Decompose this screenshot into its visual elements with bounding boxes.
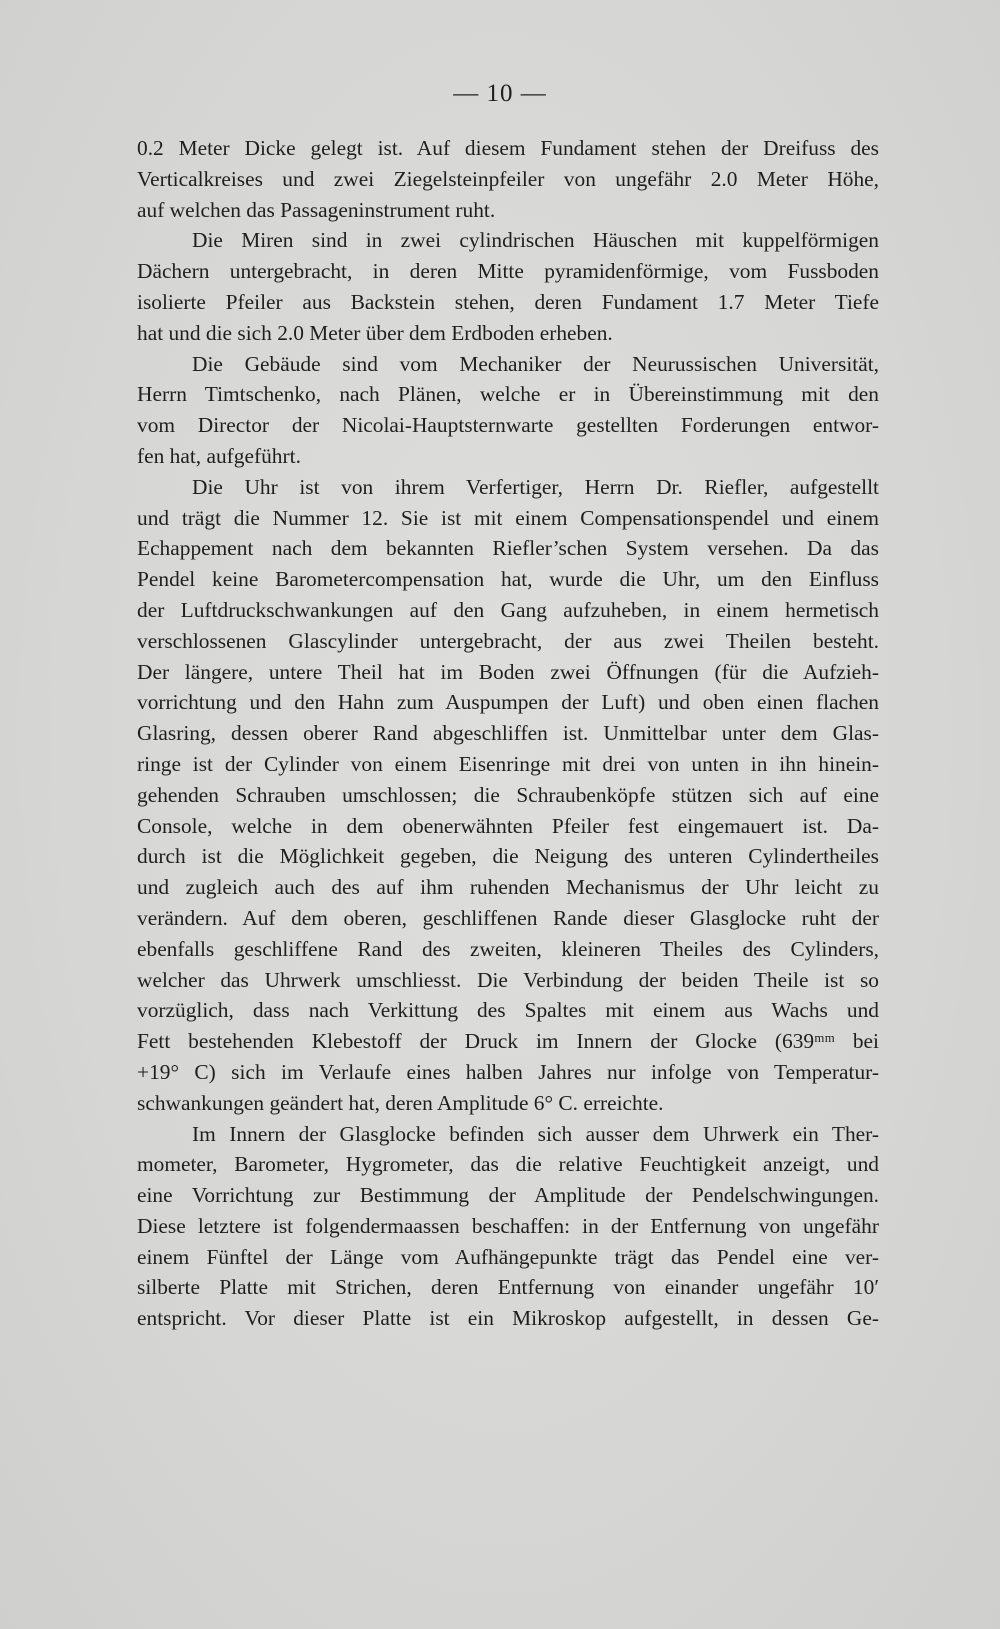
text-line: Diese letztere ist folgendermaassen beschaffen: in der Entfernung von ungefähr bbox=[137, 1213, 879, 1238]
text-line: Die Uhr ist von ihrem Verfertiger, Herrn Dr. Riefler, aufgestellt bbox=[192, 474, 879, 499]
paragraph bbox=[137, 472, 879, 1119]
text-line: welcher das Uhrwerk umschliesst. Die Verbindung der beiden Theile ist so bbox=[137, 967, 879, 992]
paragraph bbox=[137, 349, 879, 472]
text-line: Pendel keine Barometercompensation hat, wurde die Uhr, um den Einfluss bbox=[137, 567, 879, 592]
text-line: vom Director der Nicolai-Hauptsternwarte gestellten Forderungen entwor- bbox=[137, 413, 879, 438]
text-line: durch ist die Möglichkeit gegeben, die Neigung des unteren Cylindertheiles bbox=[137, 844, 879, 869]
text-line: und trägt die Nummer 12. Sie ist mit einem Compensationspendel und einem bbox=[137, 505, 879, 530]
paragraph bbox=[137, 225, 879, 348]
text-line: fen hat, aufgeführt. bbox=[137, 443, 301, 468]
text-line: gehenden Schrauben umschlossen; die Schraubenköpfe stützen sich auf eine bbox=[137, 782, 879, 807]
text-line: entspricht. Vor dieser Platte ist ein Mikroskop aufgestellt, in dessen Ge- bbox=[137, 1306, 879, 1331]
text-line: 0.2 Meter Dicke gelegt ist. Auf diesem Fundament stehen der Dreifuss des bbox=[137, 136, 879, 160]
text-line: silberte Platte mit Strichen, deren Entfernung von einander ungefähr 10′ bbox=[137, 1275, 879, 1300]
text-line: auf welchen das Passageninstrument ruht. bbox=[137, 197, 496, 222]
text-line: schwankungen geändert hat, deren Amplitude 6° C. erreichte. bbox=[137, 1090, 664, 1115]
text-line: Echappement nach dem bekannten Riefler’schen System versehen. Da das bbox=[137, 536, 879, 561]
text-line: isolierte Pfeiler aus Backstein stehen, deren Fundament 1.7 Meter Tiefe bbox=[137, 289, 879, 314]
text-line: Im Innern der Glasglocke befinden sich ausser dem Uhrwerk ein Ther- bbox=[192, 1121, 879, 1146]
text-line: der Luftdruckschwankungen auf den Gang aufzuheben, in einem hermetisch bbox=[137, 597, 879, 622]
text-line: Die Miren sind in zwei cylindrischen Häuschen mit kuppelförmigen bbox=[192, 228, 879, 253]
paragraph bbox=[137, 133, 879, 225]
text-line: verändern. Auf dem oberen, geschliffenen Rande dieser Glasglocke ruht der bbox=[137, 905, 879, 930]
text-line: Glasring, dessen oberer Rand abgeschliffen ist. Unmittelbar unter dem Glas- bbox=[137, 721, 879, 746]
text-line: +19° C) sich im Verlaufe eines halben Jahres nur infolge von Temperatur- bbox=[137, 1059, 879, 1084]
text-line: einem Fünftel der Länge vom Aufhängepunkte trägt das Pendel eine ver- bbox=[137, 1244, 879, 1269]
text-line: Verticalkreises und zwei Ziegelsteinpfeiler von ungefähr 2.0 Meter Höhe, bbox=[137, 166, 879, 191]
page-number: — 10 — bbox=[453, 80, 547, 107]
text-line: und zugleich auch des auf ihm ruhenden Mechanismus der Uhr leicht zu bbox=[137, 875, 879, 900]
text-line: verschlossenen Glascylinder untergebracht, der aus zwei Theilen besteht. bbox=[137, 628, 879, 653]
text-line: vorzüglich, dass nach Verkittung des Spaltes mit einem aus Wachs und bbox=[137, 998, 879, 1023]
text-line: Der längere, untere Theil hat im Boden zwei Öffnungen (für die Aufzieh- bbox=[137, 659, 879, 684]
body-text bbox=[137, 133, 879, 1334]
text-line: ringe ist der Cylinder von einem Eisenringe mit drei von unten in ihn hinein- bbox=[137, 751, 879, 776]
text-line: Console, welche in dem obenerwähnten Pfeiler fest eingemauert ist. Da- bbox=[137, 813, 879, 838]
text-line: mometer, Barometer, Hygrometer, das die relative Feuchtigkeit anzeigt, und bbox=[137, 1152, 879, 1177]
text-line: ebenfalls geschliffene Rand des zweiten, kleineren Theiles des Cylinders, bbox=[137, 936, 879, 961]
text-line: hat und die sich 2.0 Meter über dem Erdboden erheben. bbox=[137, 320, 613, 345]
text-line: Fett bestehenden Klebestoff der Druck im Innern der Glocke (639ᵐᵐ bei bbox=[137, 1029, 879, 1054]
text-line: Die Gebäude sind vom Mechaniker der Neurussischen Universität, bbox=[192, 351, 879, 376]
text-line: Herrn Timtschenko, nach Plänen, welche er in Übereinstimmung mit den bbox=[137, 382, 879, 407]
text-line: Dächern untergebracht, in deren Mitte pyramidenförmige, vom Fussboden bbox=[137, 259, 879, 284]
text-line: vorrichtung und den Hahn zum Auspumpen der Luft) und oben einen flachen bbox=[137, 690, 879, 715]
paragraph bbox=[137, 1119, 879, 1335]
text-line: eine Vorrichtung zur Bestimmung der Amplitude der Pendelschwingungen. bbox=[137, 1183, 879, 1208]
